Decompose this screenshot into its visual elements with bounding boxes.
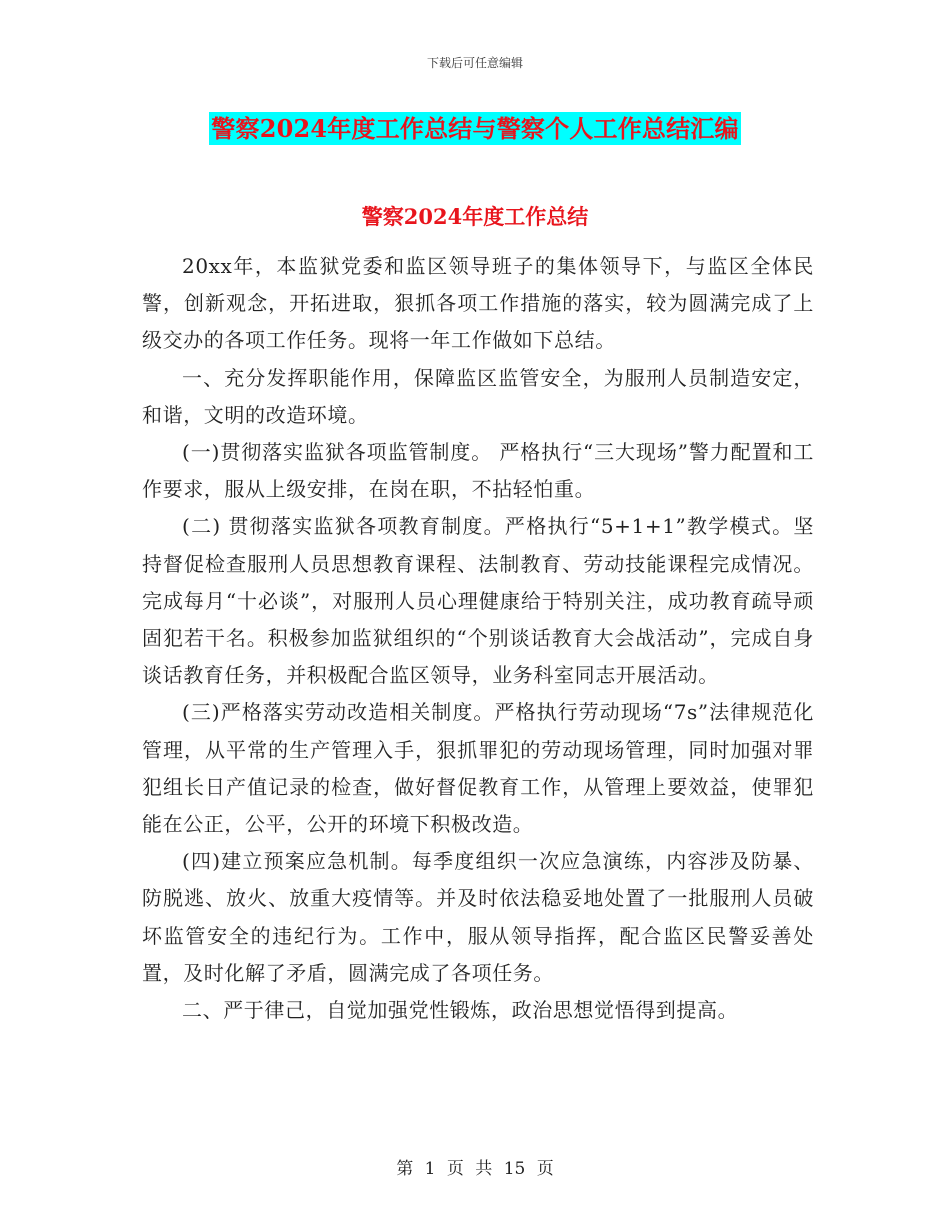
page-footer: 第 1 页 共 15 页	[396, 1159, 554, 1179]
paragraph-item-3: (三)严格落实劳动改造相关制度。严格执行劳动现场“7s”法律规范化管理，从平常的生产管理入手，狠抓罪犯的劳动现场管理，同时加强对罪犯组长日产值记录的检查，做好督促教育工作，从管理上要效益，使罪犯能在公正，公平，公开的环境下积极改造。	[142, 700, 814, 837]
header-note: 下载后可任意编辑	[426, 56, 523, 70]
paragraph-item-1: (一)贯彻落实监狱各项监管制度。 严格执行“三大现场”警力配置和工作要求，服从上级安排，在岗在职，不拈轻怕重。	[142, 440, 814, 502]
section-title: 警察2024年度工作总结	[361, 204, 589, 229]
main-title-container	[0, 112, 950, 145]
paragraph-part-one-heading: 一、充分发挥职能作用，保障监区监管安全，为服刑人员制造安定，和谐，文明的改造环境。	[142, 365, 814, 427]
paragraph-part-two-heading: 二、严于律己，自觉加强党性锻炼，政治思想觉悟得到提高。	[182, 998, 739, 1023]
document-main-title: 警察2024年度工作总结与警察个人工作总结汇编	[211, 114, 739, 143]
paragraph-item-4: (四)建立预案应急机制。每季度组织一次应急演练，内容涉及防暴、防脱逃、放火、放重大疫情等。并及时依法稳妥地处置了一批服刑人员破坏监管安全的违纪行为。工作中，服从领导指挥，配合监区民警妥善处置，及时化解了矛盾，圆满完成了各项任务。	[142, 849, 814, 985]
paragraph-item-2: (二) 贯彻落实监狱各项教育制度。严格执行“5+1+1”教学模式。坚持督促检查服刑人员思想教育课程、法制教育、劳动技能课程完成情况。完成每月“十必谈”，对服刑人员心理健康给于特别关注，成功教育疏导顽固犯若干名。积极参加监狱组织的“个别谈话教育大会战活动”，完成自身谈话教育任务，并积极配合监区领导，业务科室同志开展活动。	[142, 514, 814, 688]
document-body	[142, 248, 814, 1029]
paragraph-intro: 20xx年，本监狱党委和监区领导班子的集体领导下，与监区全体民警，创新观念，开拓进取，狠抓各项工作措施的落实，较为圆满完成了上级交办的各项工作任务。现将一年工作做如下总结。	[142, 254, 814, 353]
